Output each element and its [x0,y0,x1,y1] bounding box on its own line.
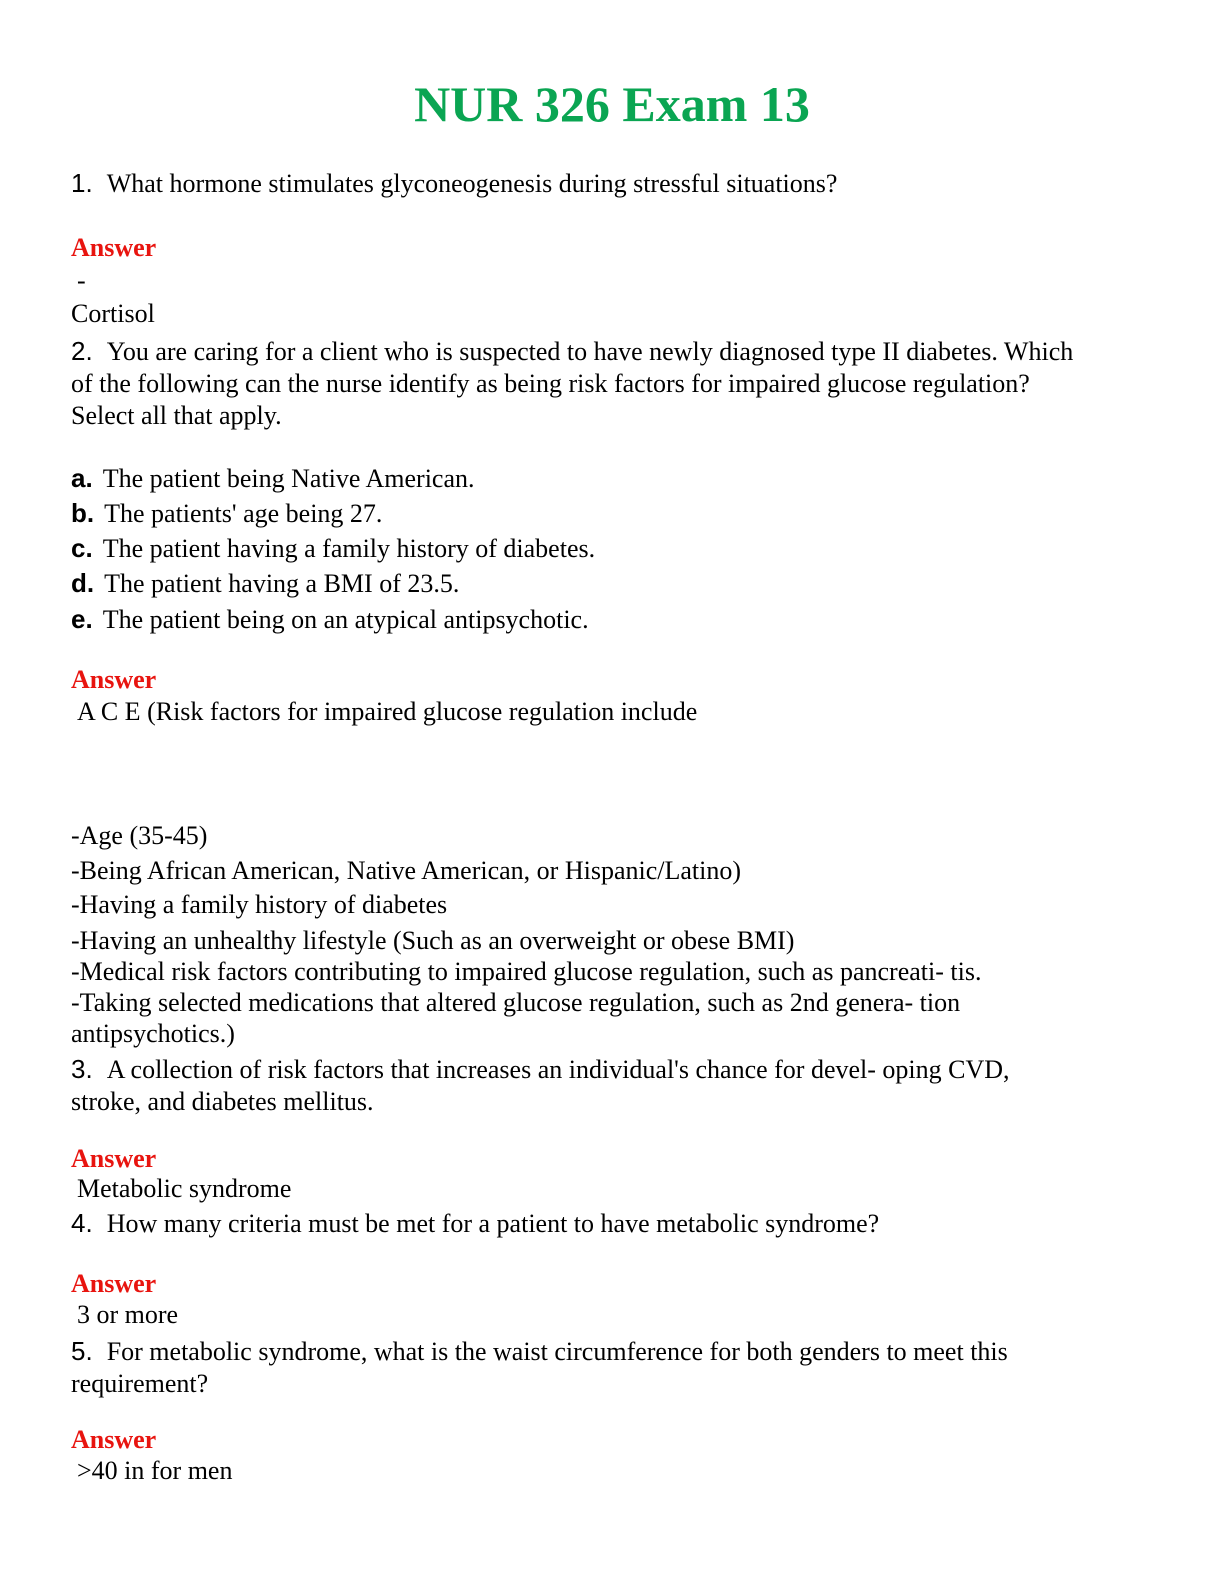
answer-label: Answer [71,233,157,262]
answer-text: >40 in for men [77,1456,233,1485]
question-2 [71,335,1074,432]
explanation-line: -Medical risk factors contributing to impaired glucose regulation, such as pancreati- tis. [71,957,982,986]
option-c [71,532,1074,565]
answer-label: Answer [71,1425,157,1454]
option-b [71,497,1074,530]
question-text: How many criteria must be met for a patient to have metabolic syndrome? [106,1209,880,1238]
explanation-line: -Being African American, Native American, or Hispanic/Latino) [71,856,741,885]
option-text: The patient being on an atypical antipsychotic. [102,605,589,634]
answer-text: 3 or more [77,1300,179,1329]
answer-label: Answer [71,1269,157,1298]
question-number: 3. [71,1054,93,1084]
question-text: A collection of risk factors that increases an individual's chance for devel- oping CVD, stroke, and diabetes mellitus. [71,1055,1010,1116]
explanation-line: -Having a family history of diabetes [71,890,448,919]
question-4 [71,1207,1074,1240]
option-letter: e. [71,604,93,634]
option-text: The patient having a BMI of 23.5. [104,569,460,598]
option-a [71,462,1074,495]
answer-label: Answer [71,665,157,694]
answer-text: A C E (Risk factors for impaired glucose regulation include [77,697,698,726]
explanation-line: -Age (35-45) [71,821,208,850]
option-text: The patient being Native American. [102,464,475,493]
explanation-line: antipsychotics.) [71,1019,235,1048]
option-letter: a. [71,463,93,493]
question-number: 5. [71,1336,93,1366]
question-number: 4. [71,1208,93,1238]
question-number: 2. [71,336,93,366]
option-text: The patients' age being 27. [104,499,383,528]
option-letter: d. [71,568,95,598]
explanation-line: -Having an unhealthy lifestyle (Such as an overweight or obese BMI) [71,926,795,955]
option-e [71,603,1074,636]
option-text: The patient having a family history of diabetes. [102,534,596,563]
option-d [71,567,1074,600]
answer-label: Answer [71,1144,157,1173]
question-number: 1. [71,168,93,198]
question-3 [71,1053,1074,1118]
question-text: You are caring for a client who is suspected to have newly diagnosed type II diabetes. Which of the following can the nurse identify as being risk factors for impaired glucose regulation? Select all that apply. [71,337,1074,430]
question-1 [71,167,1074,200]
explanation-line: -Taking selected medications that altered glucose regulation, such as 2nd genera- tion [71,988,961,1017]
page-title: NUR 326 Exam 13 [414,76,810,132]
answer-dash: - [77,266,86,295]
answer-text: Cortisol [71,299,155,328]
question-text: For metabolic syndrome, what is the waist circumference for both genders to meet this requirement? [71,1337,1008,1398]
answer-text: Metabolic syndrome [77,1174,292,1203]
option-letter: c. [71,533,93,563]
option-letter: b. [71,498,95,528]
question-5 [71,1335,1074,1400]
question-text: What hormone stimulates glyconeogenesis during stressful situations? [106,169,838,198]
